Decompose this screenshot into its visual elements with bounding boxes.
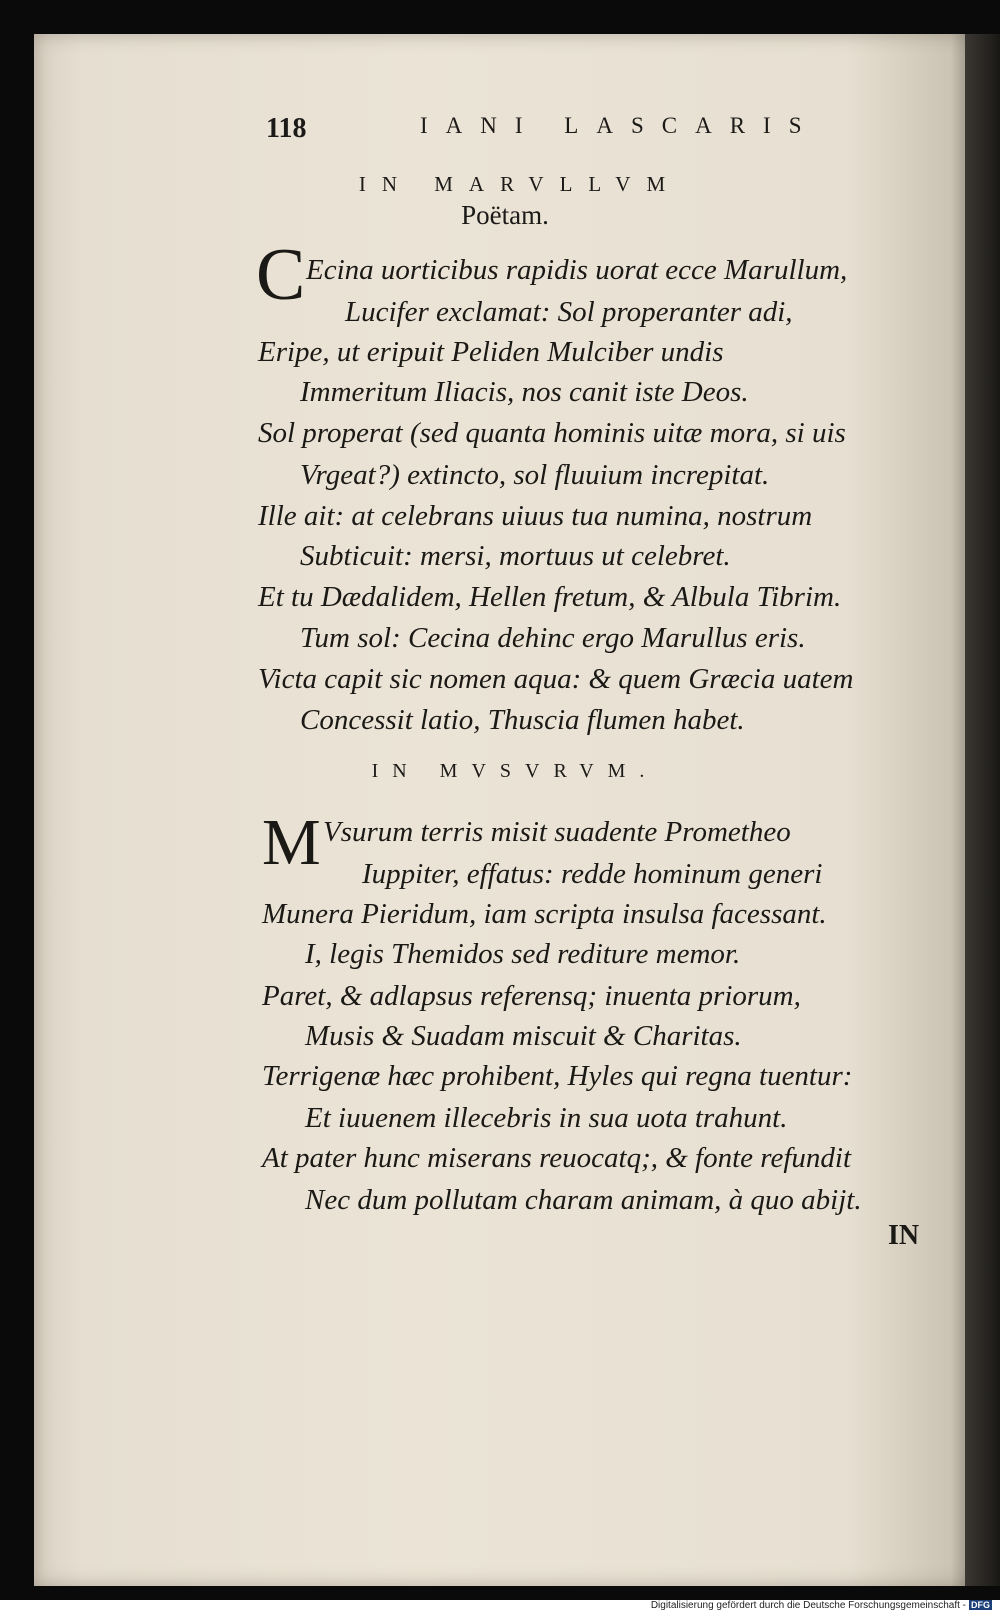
verse-line: Munera Pieridum, iam scripta insulsa facessant. — [262, 898, 827, 930]
dfg-logo: DFG — [971, 1600, 990, 1610]
poem2-dropcap: M — [262, 806, 321, 879]
verse-line: Musis & Suadam miscuit & Charitas. — [305, 1020, 742, 1052]
running-title: IANI LASCARIS — [420, 113, 820, 138]
verse-line: Victa capit sic nomen aqua: & quem Græcia uatem — [258, 663, 854, 695]
verse-line: Vrgeat?) extincto, sol fluuium increpitat. — [300, 459, 770, 491]
poem1-subtitle: Poëtam. — [461, 200, 549, 230]
verse-line: Concessit latio, Thuscia flumen habet. — [300, 704, 745, 736]
verse-line: Ille ait: at celebrans uiuus tua numina, nostrum — [258, 500, 813, 532]
verse-line: Tum sol: Cecina dehinc ergo Marullus eris. — [300, 622, 806, 654]
page-number: 118 — [266, 113, 307, 144]
catchword: IN — [888, 1220, 920, 1251]
verse-line: Eripe, ut eripuit Peliden Mulciber undis — [258, 336, 724, 368]
digitization-credit — [651, 1600, 992, 1611]
verse-line: Sol properat (sed quanta hominis uitæ mora, si uis — [258, 417, 846, 449]
verse-line: Vsurum terris misit suadente Prometheo — [323, 816, 791, 848]
verse-line: At pater hunc miserans reuocatq;, & fonte refundit — [262, 1142, 852, 1174]
page-edge-shadow — [965, 34, 1000, 1586]
verse-line: Ecina uorticibus rapidis uorat ecce Marullum, — [306, 254, 848, 286]
verse-line: Iuppiter, effatus: redde hominum generi — [362, 858, 823, 890]
poem2-title: IN MVSVRVM. — [371, 760, 659, 782]
verse-line: Immeritum Iliacis, nos canit iste Deos. — [300, 376, 749, 408]
verse-line: Et tu Dædalidem, Hellen fretum, & Albula Tibrim. — [258, 581, 842, 613]
poem1-dropcap: C — [256, 234, 306, 316]
verse-line: Nec dum pollutam charam animam, à quo abijt. — [305, 1184, 862, 1216]
verse-line: Paret, & adlapsus referensq; inuenta priorum, — [262, 980, 801, 1012]
verse-line: Subticuit: mersi, mortuus ut celebret. — [300, 540, 731, 572]
verse-line: Terrigenæ hæc prohibent, Hyles qui regna tuentur: — [262, 1060, 853, 1092]
poem1-title: IN MARVLLVM — [358, 172, 682, 196]
verse-line: I, legis Themidos sed rediture memor. — [305, 938, 741, 970]
verse-line: Et iuuenem illecebris in sua uota trahunt. — [305, 1102, 788, 1134]
credit-text: Digitalisierung gefördert durch die Deutsche Forschungsgemeinschaft - — [650, 1600, 966, 1611]
verse-line: Lucifer exclamat: Sol properanter adi, — [345, 296, 793, 328]
